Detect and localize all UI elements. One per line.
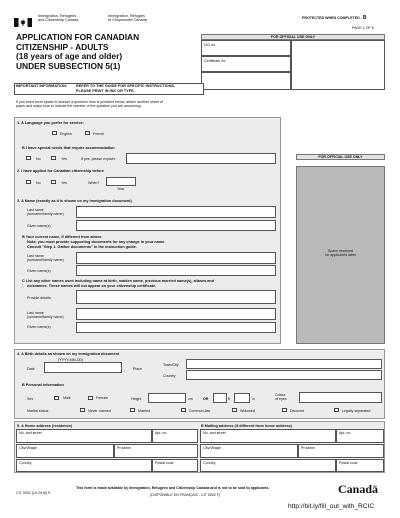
q2-label: 2. I have applied for Canadian citizenship before <box>17 169 104 173</box>
ft-label: ft <box>228 397 230 401</box>
protected-label <box>302 16 367 20</box>
mail-province-field[interactable] <box>298 444 384 458</box>
q4b-label: B Personal information <box>22 383 64 387</box>
q3b-given-name-field[interactable] <box>76 265 276 276</box>
home-postal-field[interactable] <box>152 459 198 472</box>
french-label: French <box>93 132 105 136</box>
q1a-label: 1. A Language you prefer for service: <box>17 121 84 125</box>
legally-separated-label: Legally separated <box>342 409 371 413</box>
birth-town-field[interactable] <box>186 359 382 369</box>
home-country-label: Country <box>19 461 32 465</box>
department-name-en: Immigration, Refugees and Citizenship Canada <box>38 14 79 23</box>
department-name-fr: Immigration, Réfugiés et Citoyenneté Canada <box>108 14 147 23</box>
sex-male-label: Male <box>63 396 71 400</box>
protected-level: B <box>362 15 367 21</box>
applied-no-checkbox[interactable] <box>26 180 31 184</box>
applied-year-field[interactable] <box>106 177 136 186</box>
town-label: Town/City <box>163 363 179 367</box>
q3c-given-name-field[interactable] <box>76 322 276 333</box>
canada-wordmark-logo: Canadä <box>338 482 379 496</box>
q3c-last-name-label: Last name (surname/family name) <box>27 311 64 320</box>
special-needs-no-checkbox[interactable] <box>26 156 31 160</box>
mail-street-field[interactable] <box>200 429 336 443</box>
sex-female-checkbox[interactable] <box>88 396 93 400</box>
cm-label: cm <box>188 397 193 401</box>
q3b-note-1: Note: you must provide supporting documents for any change in your name. <box>27 240 166 244</box>
married-label: Married <box>138 409 151 413</box>
widowed-label: Widowed <box>240 409 255 413</box>
q5b-label: B Mailing address (if different from home address) <box>201 424 292 428</box>
applied-no-label: No <box>36 181 41 185</box>
eye-colour-label: Colour of eyes <box>275 393 287 402</box>
canada-flag-icon <box>14 14 32 23</box>
home-apt-field[interactable] <box>152 429 198 443</box>
q3c-label-2: nicknames. These names will not appear on your citizenship certificate. <box>27 284 157 288</box>
applicant-label-text: Space reserved for applicant's label <box>325 249 356 258</box>
q3c-label: C List any other names used including name at birth, maiden name, previous married name(s), aliases and <box>22 279 215 283</box>
special-needs-no-label: No <box>36 157 41 161</box>
official-use-header-2: FOR OFFICIAL USE ONLY <box>296 154 385 160</box>
footer-note-2: (DISPONIBLE EN FRANÇAIS - CIT 0002 F) <box>150 493 221 497</box>
important-text-2: PLEASE PRINT IN INK OR TYPE. <box>76 89 135 93</box>
page-number: PAGE 1 OF 8 <box>352 26 374 30</box>
certificate-label: Certificate no. <box>204 59 227 63</box>
never-married-label: Never married <box>88 409 111 413</box>
footer-note-1: This form is made available by Immigration, Refugees and Citizenship Canada and is not to be sold to applicants. <box>76 486 270 490</box>
official-use-area <box>201 72 291 90</box>
home-province-label: Province <box>117 446 131 450</box>
date-format-label: (YYYY-MM-DD) <box>58 358 84 362</box>
in-label: in <box>252 397 255 401</box>
divorced-label: Divorced <box>290 409 305 413</box>
or-label: OR <box>203 397 209 401</box>
form-code: CIT 0002 (10-2016) E <box>16 491 51 495</box>
english-label: English <box>60 132 72 136</box>
widowed-checkbox[interactable] <box>232 408 237 412</box>
q1b-label: B I have special needs that require accommodation <box>22 146 115 150</box>
applied-yes-label: Yes <box>61 181 67 185</box>
date-label: Date <box>27 367 35 371</box>
mail-postal-field[interactable] <box>336 459 384 472</box>
q3b-last-name-label: Last name (surname/family name) <box>27 254 64 263</box>
common-law-checkbox[interactable] <box>181 408 186 412</box>
q3a-given-name-label: Given name(s) <box>27 224 51 228</box>
q4a-label: 4. A Birth details as shown on my immigration document <box>17 352 120 356</box>
mail-country-label: Country <box>203 461 216 465</box>
legally-separated-checkbox[interactable] <box>334 408 339 412</box>
home-province-field[interactable] <box>114 444 198 458</box>
place-label: Place <box>133 367 142 371</box>
q3a-label: 3. A Name (exactly as it is shown on my immigration document) <box>17 199 132 203</box>
french-checkbox[interactable] <box>85 131 90 135</box>
mail-apt-label: Apt. no. <box>339 431 352 435</box>
form-title <box>16 33 139 71</box>
home-city-label: City/Village <box>19 446 37 450</box>
mail-city-field[interactable] <box>200 444 298 458</box>
uci-label: UCI no. <box>204 43 217 47</box>
home-street-field[interactable] <box>16 429 152 443</box>
marital-status-label: Marital status <box>27 409 49 413</box>
explain-label: If yes, please explain: <box>81 157 116 161</box>
sex-male-checkbox[interactable] <box>54 396 59 400</box>
mail-country-field[interactable] <box>200 459 336 472</box>
certificate-field[interactable] <box>201 56 291 72</box>
official-use-right <box>291 40 385 90</box>
title-line-4: UNDER SUBSECTION 5(1) <box>16 60 121 71</box>
height-label: Height <box>131 397 142 401</box>
year-label: Year <box>117 187 125 191</box>
footer-url-link[interactable]: http://bit.ly/fill_out_with_RCIC <box>288 503 375 510</box>
country-label: Country <box>163 374 176 378</box>
q3c-details-label: Provide details: <box>27 296 52 300</box>
never-married-checkbox[interactable] <box>80 408 85 412</box>
mail-city-label: City/Village <box>203 446 221 450</box>
important-label: IMPORTANT INFORMATION: <box>16 84 68 88</box>
title-line-2: CITIZENSHIP - ADULTS <box>16 41 109 52</box>
special-needs-explain-field[interactable] <box>126 153 276 164</box>
q3c-details-field[interactable] <box>76 290 276 304</box>
protected-text: PROTECTED WHEN COMPLETED - <box>302 16 363 20</box>
height-cm-field[interactable] <box>148 393 186 403</box>
title-line-1: APPLICATION FOR CANADIAN <box>16 32 140 42</box>
q3b-label: B Your current name, if different from above. <box>22 235 103 239</box>
mail-street-label: No. and street <box>203 431 226 435</box>
q3a-last-name-field[interactable] <box>76 206 276 218</box>
mail-province-label: Province <box>301 446 315 450</box>
special-needs-yes-checkbox[interactable] <box>51 156 56 160</box>
eye-colour-field[interactable] <box>299 392 382 403</box>
married-checkbox[interactable] <box>130 408 135 412</box>
q3b-last-name-field[interactable] <box>76 252 276 264</box>
home-street-label: No. and street <box>19 431 42 435</box>
mail-postal-label: Postal code <box>339 461 358 465</box>
uci-field[interactable] <box>201 40 291 56</box>
q3b-given-name-label: Given name(s) <box>27 269 51 273</box>
home-city-field[interactable] <box>16 444 114 458</box>
q5a-label: 5. A Home address (residence) <box>17 424 73 428</box>
home-apt-label: Apt. no. <box>155 431 168 435</box>
q3a-last-name-label: Last name (surname/family name) <box>27 208 64 217</box>
divorced-checkbox[interactable] <box>282 408 287 412</box>
applied-yes-checkbox[interactable] <box>51 180 56 184</box>
sex-label: Sex <box>27 397 34 401</box>
q3c-given-name-label: Given name(s) <box>27 325 51 329</box>
birth-country-field[interactable] <box>186 370 382 380</box>
intro-text: If you need more space to answer a question than is provided below, attach another sheet of paper and make sure to include the number of the question you are answering. <box>16 100 164 109</box>
mail-apt-field[interactable] <box>336 429 384 443</box>
special-needs-yes-label: Yes <box>61 157 67 161</box>
q3a-given-name-field[interactable] <box>76 220 276 231</box>
important-text-1: REFER TO THE GUIDE FOR SPECIFIC INSTRUCTIONS. <box>76 84 176 88</box>
home-country-field[interactable] <box>16 459 152 472</box>
q3b-note-2: Consult "Step 1. Gather documents" in the instruction guide. <box>27 245 137 249</box>
home-postal-label: Postal code <box>155 461 174 465</box>
common-law-label: Common-law <box>189 409 211 413</box>
height-in-field[interactable] <box>234 393 250 403</box>
title-line-3: (18 years of age and older) <box>16 51 123 62</box>
q3c-last-name-field[interactable] <box>76 308 276 320</box>
when-label: When? <box>88 181 100 185</box>
english-checkbox[interactable] <box>52 131 57 135</box>
height-ft-field[interactable] <box>213 393 227 403</box>
official-use-header: FOR OFFICIAL USE ONLY <box>201 34 385 40</box>
sex-female-label: Female <box>96 396 108 400</box>
birth-date-field[interactable] <box>44 362 122 373</box>
